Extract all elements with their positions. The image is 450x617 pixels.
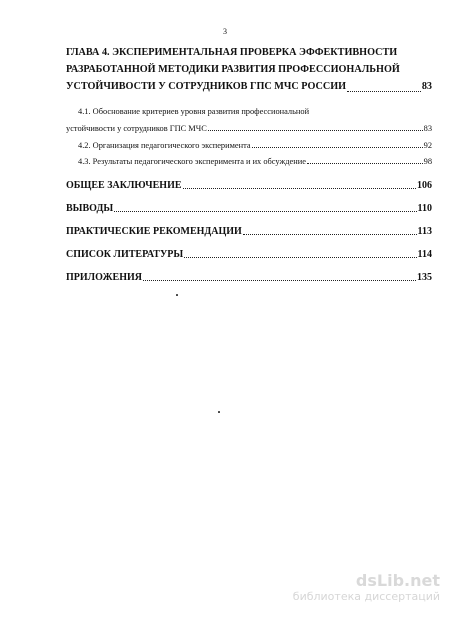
dot-leader bbox=[307, 163, 423, 164]
toc-entry-text: ПРАКТИЧЕСКИЕ РЕКОМЕНДАЦИИ bbox=[66, 226, 242, 237]
section-4-2-line bbox=[66, 140, 432, 151]
toc-entry-text: ВЫВОДЫ bbox=[66, 203, 114, 214]
watermark-subtitle: библиотека диссертаций bbox=[292, 590, 440, 603]
chapter-4-heading[interactable] bbox=[66, 44, 432, 95]
section-4-1-line-1: 4.1. Обоснование критериев уровня развития профессиональной bbox=[78, 107, 310, 116]
toc-entry-conclusions[interactable] bbox=[66, 203, 432, 215]
dot-leader bbox=[184, 257, 416, 258]
chapter-heading-line-3 bbox=[66, 78, 432, 95]
section-4-3-line bbox=[66, 156, 432, 167]
toc-entry-page: 114 bbox=[417, 249, 432, 260]
toc-entry-page: 106 bbox=[417, 180, 432, 191]
scan-speck bbox=[176, 294, 178, 296]
section-4-2[interactable] bbox=[66, 140, 432, 151]
section-4-1-line-2 bbox=[66, 123, 432, 134]
chapter-heading-line-2: РАЗРАБОТАННОЙ МЕТОДИКИ РАЗВИТИЯ ПРОФЕССИОНАЛЬНОЙ bbox=[66, 64, 400, 75]
toc-entry-references[interactable] bbox=[66, 249, 432, 261]
dot-leader bbox=[252, 147, 423, 148]
section-4-1[interactable] bbox=[66, 106, 432, 134]
chapter-page-number: 83 bbox=[421, 81, 432, 92]
toc-entry-page: 135 bbox=[417, 272, 432, 283]
watermark bbox=[290, 573, 440, 602]
section-4-1-page: 83 bbox=[423, 124, 432, 133]
dot-leader bbox=[347, 91, 421, 92]
dot-leader bbox=[208, 130, 423, 131]
dot-leader bbox=[114, 211, 416, 212]
dot-leader bbox=[243, 234, 417, 235]
toc-entry-text: СПИСОК ЛИТЕРАТУРЫ bbox=[66, 249, 184, 260]
toc-entry-text: ОБЩЕЕ ЗАКЛЮЧЕНИЕ bbox=[66, 180, 182, 191]
section-4-3-page: 98 bbox=[423, 157, 432, 166]
page-number: 3 bbox=[223, 27, 227, 36]
section-4-3[interactable] bbox=[66, 156, 432, 167]
section-4-2-page: 92 bbox=[423, 141, 432, 150]
scan-speck bbox=[218, 411, 220, 413]
chapter-heading-line-1: ГЛАВА 4. ЭКСПЕРИМЕНТАЛЬНАЯ ПРОВЕРКА ЭФФЕКТИВНОСТИ bbox=[66, 47, 398, 58]
section-4-2-text: 4.2. Организация педагогического эксперимента bbox=[78, 141, 251, 150]
watermark-logo: dsLib.net bbox=[355, 571, 440, 590]
toc-entry-appendices[interactable] bbox=[66, 272, 432, 284]
dot-leader bbox=[183, 188, 416, 189]
dot-leader bbox=[143, 280, 416, 281]
toc-entry-page: 110 bbox=[417, 203, 432, 214]
toc-entry-page: 113 bbox=[417, 226, 432, 237]
toc-entry-text: ПРИЛОЖЕНИЯ bbox=[66, 272, 142, 283]
toc-entry-general-conclusion[interactable] bbox=[66, 180, 432, 192]
chapter-heading-line-3-text: УСТОЙЧИВОСТИ У СОТРУДНИКОВ ГПС МЧС РОССИИ bbox=[66, 81, 347, 92]
section-4-1-line-2-text: устойчивости у сотрудников ГПС МЧС bbox=[66, 124, 207, 133]
section-4-3-text: 4.3. Результаты педагогического эксперимента и их обсуждение bbox=[78, 157, 306, 166]
toc-entry-practical-recommendations[interactable] bbox=[66, 226, 432, 238]
